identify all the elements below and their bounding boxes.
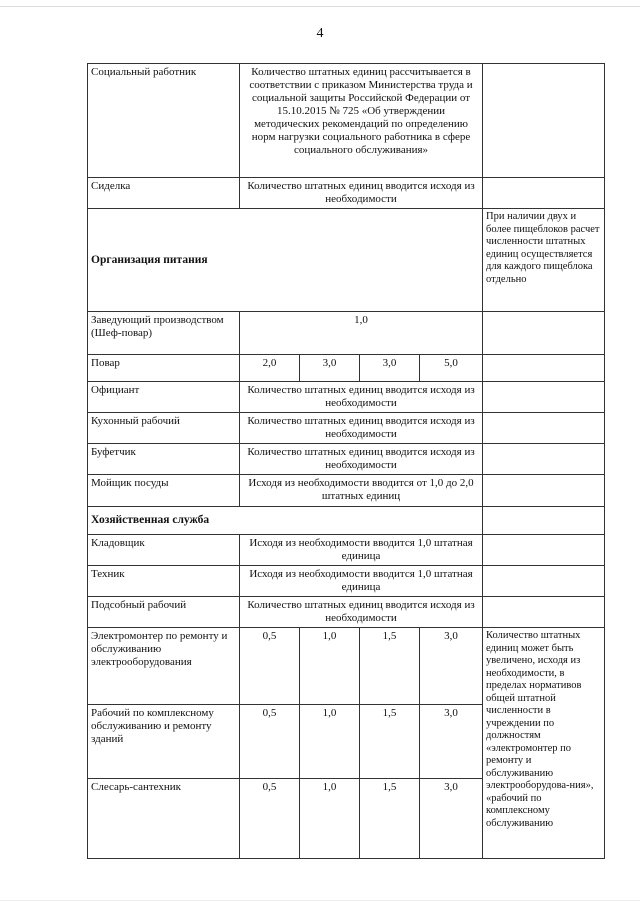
page-number: 4 <box>316 26 324 41</box>
table-row <box>88 566 605 597</box>
value-cell: 5,0 <box>420 355 483 382</box>
table-row <box>88 444 605 475</box>
value-cell: 1,0 <box>300 628 360 705</box>
norm-cell: Количество штатных единиц вводится исходя из необходимости <box>240 413 483 444</box>
table-row <box>88 382 605 413</box>
norm-cell: Количество штатных единиц вводится исходя из необходимости <box>240 382 483 413</box>
norm-cell: Количество штатных единиц вводится исходя из необходимости <box>240 444 483 475</box>
table-row <box>88 355 605 382</box>
position-cell: Официант <box>88 382 240 413</box>
position-cell: Заведующий производством (Шеф-повар) <box>88 312 240 355</box>
table-row <box>88 628 605 705</box>
note-cell <box>483 597 605 628</box>
table-row <box>88 475 605 507</box>
scan-edge-top <box>0 6 640 7</box>
value-cell: 1,5 <box>360 628 420 705</box>
value-cell: 0,5 <box>240 779 300 859</box>
position-cell: Повар <box>88 355 240 382</box>
staffing-norms-table <box>87 63 605 859</box>
value-cell: 3,0 <box>300 355 360 382</box>
value-cell: 1,5 <box>360 779 420 859</box>
table-row <box>88 597 605 628</box>
note-cell <box>483 382 605 413</box>
norm-cell: Исходя из необходимости вводится от 1,0 до 2,0 штатных единиц <box>240 475 483 507</box>
value-cell: 1,0 <box>300 779 360 859</box>
note-cell <box>483 413 605 444</box>
section-title-catering: Организация питания <box>88 209 483 312</box>
note-cell <box>483 312 605 355</box>
section-row <box>88 507 605 535</box>
note-cell <box>483 566 605 597</box>
value-cell: 0,5 <box>240 628 300 705</box>
norm-cell: Количество штатных единиц рассчитывается в соответствии с приказом Министерства труда и социальной защиты Российской Федерации от 15.10.2015 № 725 «Об утверждении методических рекомендаций по определению норм нагрузки социального работника в сфере социального обслуживания» <box>240 64 483 178</box>
note-cell <box>483 535 605 566</box>
value-cell: 1,5 <box>360 705 420 779</box>
position-cell: Подсобный рабочий <box>88 597 240 628</box>
table-row <box>88 535 605 566</box>
position-cell: Электромонтер по ремонту и обслуживанию электрооборудования <box>88 628 240 705</box>
note-cell <box>483 64 605 178</box>
position-cell: Техник <box>88 566 240 597</box>
scan-edge-bottom <box>0 900 640 901</box>
value-cell: 1,0 <box>300 705 360 779</box>
note-cell <box>483 475 605 507</box>
note-cell <box>483 178 605 209</box>
value-cell: 1,0 <box>240 312 483 355</box>
position-cell: Мойщик посуды <box>88 475 240 507</box>
norm-cell: Количество штатных единиц вводится исходя из необходимости <box>240 178 483 209</box>
table-row <box>88 64 605 178</box>
table-row <box>88 413 605 444</box>
table-row <box>88 312 605 355</box>
position-cell: Сиделка <box>88 178 240 209</box>
table-row <box>88 178 605 209</box>
section-title-household: Хозяйственная служба <box>88 507 483 535</box>
value-cell: 3,0 <box>420 779 483 859</box>
position-cell: Слесарь-сантехник <box>88 779 240 859</box>
note-cell <box>483 507 605 535</box>
position-cell: Кухонный рабочий <box>88 413 240 444</box>
position-cell: Кладовщик <box>88 535 240 566</box>
norm-cell: Количество штатных единиц вводится исходя из необходимости <box>240 597 483 628</box>
position-cell: Рабочий по комплексному обслуживанию и ремонту зданий <box>88 705 240 779</box>
position-cell: Социальный работник <box>88 64 240 178</box>
norm-cell: Исходя из необходимости вводится 1,0 штатная единица <box>240 535 483 566</box>
norm-cell: Исходя из необходимости вводится 1,0 штатная единица <box>240 566 483 597</box>
position-cell: Буфетчик <box>88 444 240 475</box>
note-cell <box>483 444 605 475</box>
value-cell: 0,5 <box>240 705 300 779</box>
note-cell-maintenance: Количество штатных единиц может быть увеличено, исходя из необходимости, в пределах нормативов общей штатной численности в учреждении по должностям «электромонтер по ремонту и обслуживанию электрооборудова-ния», «рабочий по комплексному обслуживанию <box>483 628 605 859</box>
value-cell: 2,0 <box>240 355 300 382</box>
note-cell <box>483 355 605 382</box>
value-cell: 3,0 <box>420 628 483 705</box>
value-cell: 3,0 <box>420 705 483 779</box>
section-row <box>88 209 605 312</box>
note-cell: При наличии двух и более пищеблоков расчет численности штатных единиц осуществляется для каждого пищеблока отдельно <box>483 209 605 312</box>
value-cell: 3,0 <box>360 355 420 382</box>
